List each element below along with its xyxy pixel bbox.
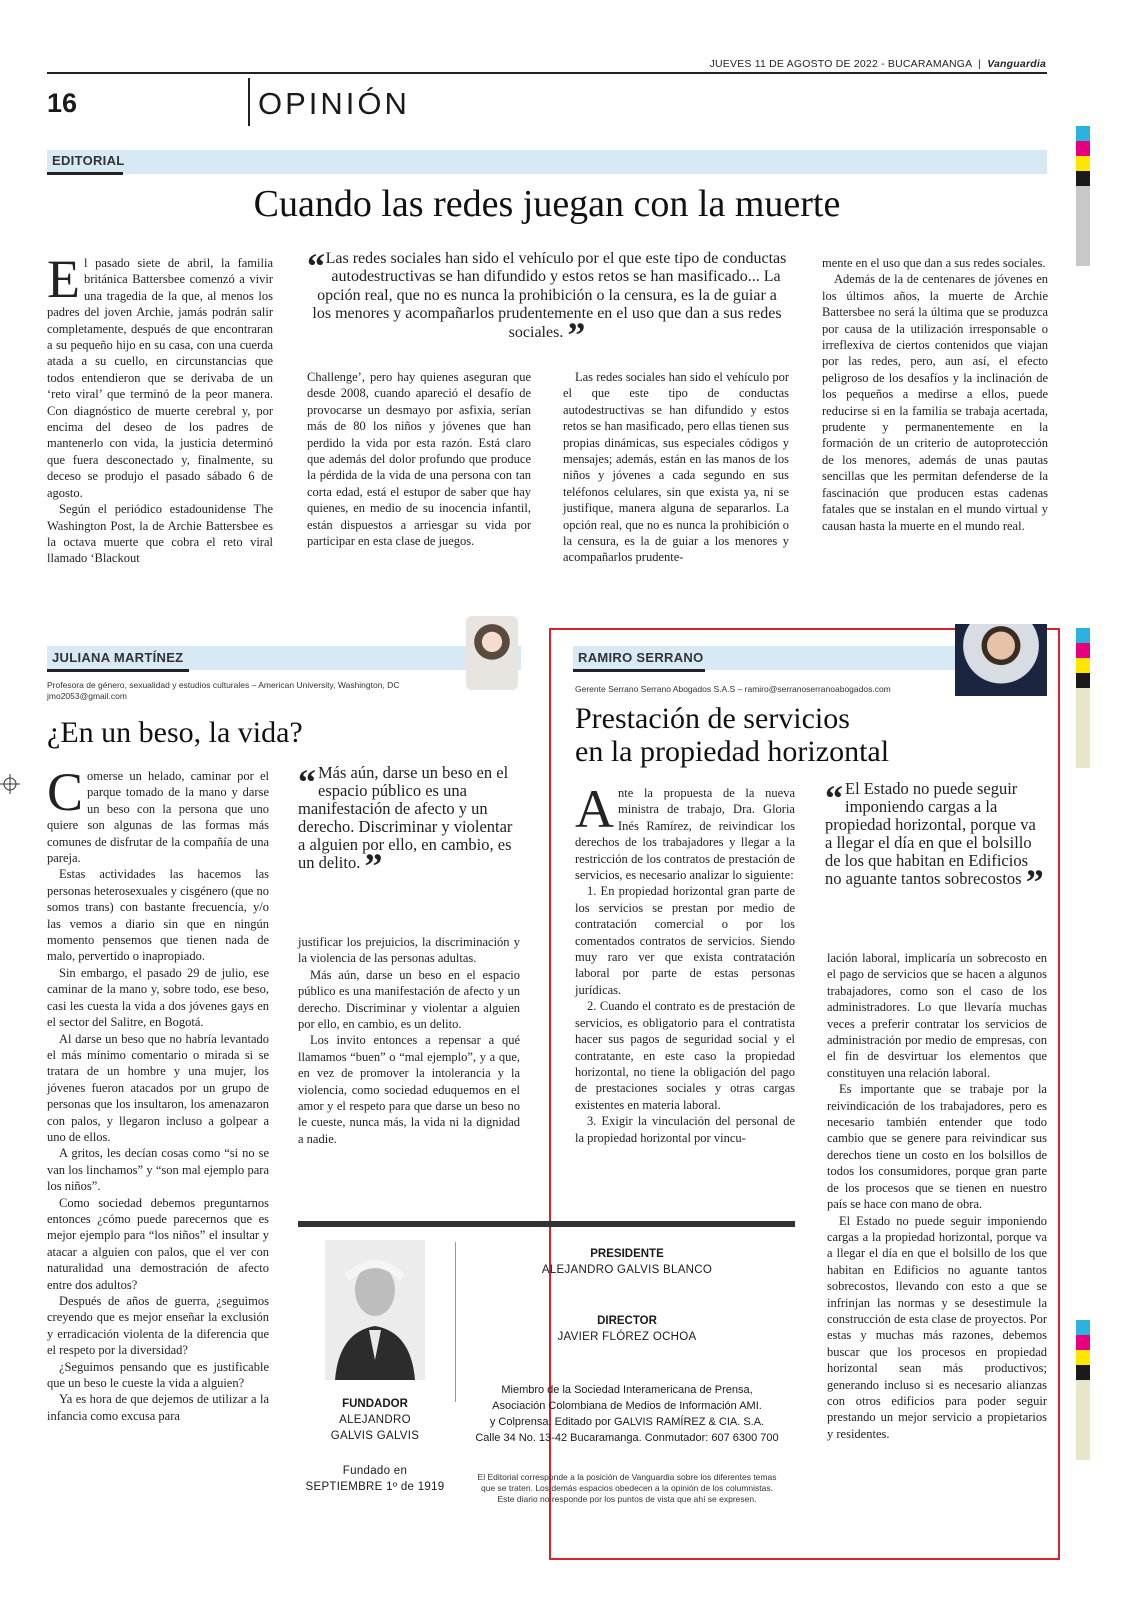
founder-photo [325, 1240, 425, 1380]
founder-name-2: GALVIS GALVIS [330, 1430, 420, 1442]
martinez-headline: ¿En un beso, la vida? [47, 716, 303, 749]
editorial-label: EDITORIAL [52, 153, 125, 168]
serrano-byline: Gerente Serrano Serrano Abogados S.A.S – ramiro@serranoserranoabogados.com [575, 684, 891, 694]
martinez-pull-quote: “ Más aún, darse un beso en el espacio público es una manifestación de afecto y un derecho. Discriminar y violentar a alguien por ello, en cambio, es un delito. ” [298, 762, 513, 886]
open-quote-icon: “ [825, 778, 843, 818]
section-title: OPINIÓN [258, 86, 410, 121]
color-bar-bottom [1076, 1320, 1090, 1460]
editorial-disclaimer: El Editorial corresponde a la posición de Vanguardia sobre los diferentes temas que se traten. Los demás espacios obedecen a la opinión de los columnistas. Este diario no responde por los puntos de vista que ahí se expresen. [477, 1472, 777, 1504]
close-quote-icon: ” [1025, 862, 1044, 902]
serrano-headline: Prestación de servicios en la propiedad horizontal [575, 702, 890, 768]
open-quote-icon: “ [307, 246, 325, 286]
serrano-photo [955, 624, 1047, 696]
editorial-column-1: El pasado siete de abril, la familia británica Battersbee comenzó a vivir una tragedia de la que, al menos los padres del joven Archie, jamás podrán salir completamente, después de que encontraran a su pequeño hijo en su casa, con una cuerda atada a su cuello, en circunstancias que todos entendieron que se derivaba de un ‘reto viral’ que terminó de la peor manera. Con diagnóstico de muerte cerebral y, por encima del deseo de los padres de mantenerlo con vida, la justicia determinó que fuera desconectado y, finalmente, su deceso se produjo el pasado sábado 6 de agosto. Según el periódico estadounidense The Washington Post, la de Archie Battersbee es la octava muerte que cobra el reto viral llamado ‘Blackout [47, 249, 273, 566]
color-bar-mid [1076, 628, 1090, 768]
editorial-column-3: Las redes sociales han sido el vehículo por el que este tipo de conductas autodestructivas se han difundido y estos retos se han masificado, pero ellas tienen sus propias dinámicas, sus especiales códigos y mensajes; además, están en las manos de los niños y jóvenes a cada segundo en sus teléfonos celulares, sin que exista ya, ni se justifique, manera alguna de separarlos. La opción real, que no es nunca la prohibición o la censura, es la de guiar a los menores y acompañarlos prudente- [563, 370, 789, 565]
martinez-column-1: Comerse un helado, caminar por el parque tomado de la mano y darse un beso con la persona que uno quiere son algunas de las formas más comunes de disfrutar de la compañía de una pareja. Estas actividades las hacemos las personas heterosexuales y cisgénero (que no somos trans) con bastante frecuencia, y/o las vemos a diario sin que en ningún momento pensemos que tienen nada de malo, pervertido o inapropiado. Sin embargo, el pasado 29 de julio, ese caminar de la mano y, sobre todo, ese beso, casi les cuesta la vida a dos jóvenes gays en el sector del Salitre, en Bogotá. Al darse un beso que no habría levantado el más mínimo comentario o mirada si se tratara de un hombre y una mujer, los jóvenes fueron atacados por un grupo de personas que los insultaron, los amenazaron con palos, y llegaron incluso a golpear a uno de ellos. A gritos, les decían cosas como “si no se van los linchamos” y “son mal ejemplo para los niños”. Como sociedad debemos preguntarnos entonces ¿cómo puede parecernos que es mejor ejemplo para “los niños” el insultar y atacar a alguien con palos, que el ver con naturalidad una demostración de afecto entre dos adultos? Después de años de guerra, ¿seguimos creyendo que es mejor enseñar la exclusión y erradicación violenta de la diferencia que el respeto por la diversidad? ¿Seguimos pensando que es justificable que un beso le cueste la vida a alguien? Ya es hora de que dejemos de utilizar a la infancia como excusa para [47, 762, 269, 1423]
serrano-column-2: lación laboral, implicaría un sobrecosto en el pago de servicios que se hacen a algunos trabajadores, como son el caso de los administradores. Lo que llevaría muchas veces a preferir contratar los servicios de administración por medio de empresas, con el fin de desvirtuar los elementos que constituyen una relación laboral. Es importante que se trabaje por la reivindicación de los trabajadores, pero es necesario también entender que todo cambio que se genere para reivindicar sus derechos tiene un costo en los bolsillos de todos los consumidores, porque gran parte de los procesos que se tienen en nuestro país se hace con mano de obra. El Estado no puede seguir imponiendo cargas a la propiedad horizontal, porque va a llegar el día en que el bolsillo de los que habitan en Edificios no aguante tantos sobrecostos, llevando con esto a que se infrinjan las normas y se desestimule la construcción de esta clase de proyectos. Por estas y muchas más razones, debemos buscar que los procesos en propiedad horizontal sean más productivos; generando incluso si es necesario alianzas con otros edificios para poder seguir prestando un mejor servicio a propietarios y residentes. [827, 951, 1047, 1441]
membership-info: Miembro de la Sociedad Interamericana de Prensa, Asociación Colombiana de Medios de Información AMI. y Colprensa. Editado por GALVIS RAMÍREZ & CIA. S.A. Calle 34 No. 13-42 Bucaramanga. Conmutador: 607 6300 700 [475, 1384, 779, 1444]
drop-cap: E [47, 249, 80, 309]
drop-cap: A [575, 779, 614, 839]
editorial-pull-quote: “ Las redes sociales han sido el vehículo por el que este tipo de conductas autodestructivas se han difundido y estos retos se han masificado... La opción real, que no es nunca la prohibición o la censura, es la de guiar a los menores y acompañarlos prudentemente en el uso que dan a sus redes sociales. ” [307, 246, 787, 355]
serrano-underline [573, 669, 705, 672]
director-label: DIRECTOR [597, 1315, 657, 1327]
founder-label: FUNDADOR [342, 1398, 408, 1410]
founded-line-1: Fundado en [342, 1465, 408, 1477]
masthead-rule [298, 1221, 795, 1227]
masthead-divider [455, 1242, 456, 1402]
martinez-column-2: justificar los prejuicios, la discriminación y la violencia de las personas adultas. Más aún, darse un beso en el espacio público es una manifestación de afecto y un derecho. Discriminar y violentar a alguien por ello, en cambio, es un delito. Los invito entonces a repensar a qué llamamos “buen” o “mal ejemplo”, y a que, en vez de promover la intolerancia y la violencia, como sociedad eduquemos en el amor y el respeto para que darse un beso no le cueste, nunca más, la vida ni la dignidad a nadie. [298, 935, 520, 1146]
serrano-pull-quote: “ El Estado no puede seguir imponiendo cargas a la propiedad horizontal, porque va a llegar el día en que el bolsillo de los que habitan en Edificios no aguante tantos sobrecostos ” [825, 778, 1044, 902]
editorial-headline: Cuando las redes juegan con la muerte [253, 183, 841, 225]
martinez-author: JULIANA MARTÍNEZ [52, 650, 184, 665]
president-name: ALEJANDRO GALVIS BLANCO [541, 1264, 713, 1276]
founded-line-2: SEPTIEMBRE 1º de 1919 [305, 1481, 445, 1493]
martinez-byline: Profesora de género, sexualidad y estudios culturales – American University, Washington, DC jmo2053@gmail.com [47, 680, 400, 701]
serrano-author: RAMIRO SERRANO [578, 650, 704, 665]
close-quote-icon: ” [364, 846, 383, 886]
page-number: 16 [47, 88, 78, 118]
header-rule [47, 72, 1047, 74]
serrano-column-1: Ante la propuesta de la nueva ministra de trabajo, Dra. Gloria Inés Ramírez, de reivindicar los derechos de los trabajadores y llegar a la restricción de los contratos de prestación de servicios, es necesario analizar lo siguiente: 1. En propiedad horizontal gran parte de los servicios se prestan por medio de contratación comercial o por los comentados contratos de servicios. Siendo muy raro ver que exista contratación laboral por parte de estas personas jurídicas. 2. Cuando el contrato es de prestación de servicios, es obligatorio para el contratista hacer sus pagos de seguridad social y el contratante, en este caso la propiedad horizontal, no tiene la obligación del pago de prestaciones sociales y otras cargas existentes en materia laboral. 3. Exigir la vinculación del personal de la propiedad horizontal por vincu- [575, 779, 795, 1145]
editorial-column-4: mente en el uso que dan a sus redes sociales. Además de la de centenares de jóvenes en los últimos años, la muerte de Archie Battersbee no será la última que se produzca por causa de la utilización irresponsable o irreflexiva de ciertos contenidos que viajan por las redes, pero, aun así, el efecto peligroso de los desafíos y la inclinación de los pequeños a medirse a ellos, puede reducirse si en la familia se trabaja acertada, prudente y permanentemente en la formación de un criterio de autoprotección de los menores, además de unas pautas sencillas que les permitan defenderse de la fascinación que producen estas cadenas fatales que se instalan en el mundo virtual y causan hasta la muerte en el mundo real. [822, 256, 1048, 533]
registration-mark-icon [0, 774, 20, 794]
brand-logo: Vanguardia [987, 58, 1046, 70]
close-quote-icon: ” [567, 314, 586, 355]
founder-name-1: ALEJANDRO [339, 1414, 411, 1426]
editorial-underline [47, 172, 123, 175]
dateline: JUEVES 11 DE AGOSTO DE 2022 - BUCARAMANGA | Vanguardia [709, 58, 1046, 70]
martinez-underline [47, 669, 189, 672]
drop-cap: C [47, 762, 84, 822]
director-name: JAVIER FLÓREZ OCHOA [557, 1331, 697, 1343]
section-divider [248, 78, 250, 126]
editorial-column-2: Challenge’, pero hay quienes aseguran que desde 2008, cuando apareció el desafío de provocarse un desmayo por asfixia, serían más de 80 los niños y jóvenes que han perdido la vida por esta razón. Está claro que además del dolor profundo que produce la pérdida de la vida de una persona con tan corta edad, está el estupor de saber que hay quienes, en medio de su inocencia infantil, están dispuestos a arriesgar su vida por participar en esta clase de juegos. [307, 370, 531, 549]
martinez-photo [466, 616, 518, 690]
open-quote-icon: “ [298, 762, 316, 802]
editorial-band [47, 150, 1047, 174]
president-label: PRESIDENTE [590, 1248, 664, 1260]
